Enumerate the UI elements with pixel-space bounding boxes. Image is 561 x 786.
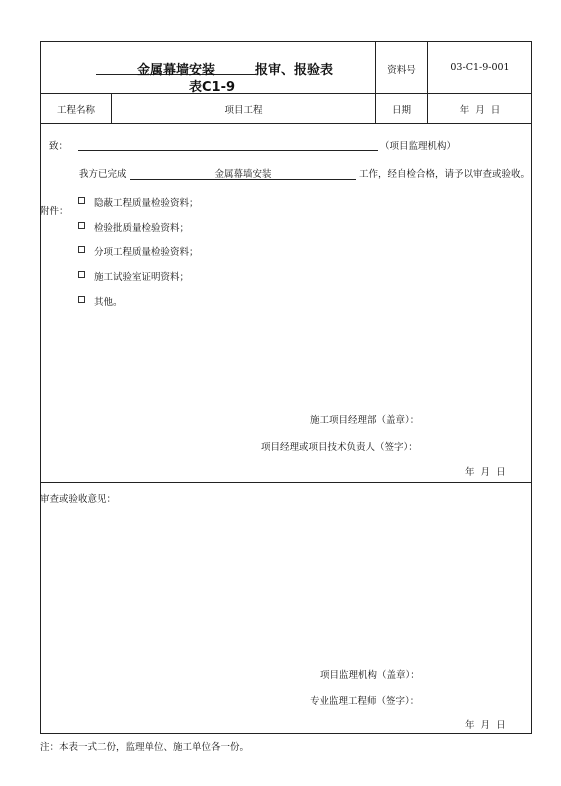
supervisor-date: 年 月 日 xyxy=(465,720,506,731)
section-divider xyxy=(41,482,531,483)
date-label: 日期 xyxy=(391,105,411,116)
attachment-label-1: 隐蔽工程质量检验资料； xyxy=(94,198,199,209)
attachment-label-2: 检验批质量检验资料； xyxy=(94,223,190,234)
contractor-person: 项目经理或项目技术负责人（签字）： xyxy=(261,442,418,453)
attachment-checkbox-1[interactable] xyxy=(78,197,85,204)
project-name-value: 项目工程 xyxy=(224,105,263,116)
title-suffix: 报审、报验表 xyxy=(255,63,334,78)
to-underline xyxy=(78,150,378,151)
to-suffix: （项目监理机构） xyxy=(380,141,457,152)
supervisor-org: 项目监理机构（盖章）： xyxy=(320,670,420,681)
attachment-checkbox-4[interactable] xyxy=(78,271,85,278)
opinion-label: 审查或验收意见： xyxy=(40,494,117,505)
completed-prefix: 我方已完成 xyxy=(79,169,127,180)
project-type: 金属幕墙安装 xyxy=(136,63,215,78)
completed-suffix: 工作，经自检合格，请予以审查或验收。 xyxy=(359,169,531,180)
doc-no-label: 资料号 xyxy=(387,65,416,76)
attachment-label-3: 分项工程质量检验资料； xyxy=(94,247,199,258)
info-row-divider xyxy=(41,123,531,124)
contractor-dept: 施工项目经理部（盖章）： xyxy=(310,415,420,426)
report-inspection-form xyxy=(40,41,532,734)
doc-no-value: 03-C1-9-001 xyxy=(450,62,510,73)
to-label: 致： xyxy=(49,141,69,152)
footer-note: 注：本表一式二份，监理单位、施工单位各一份。 xyxy=(40,742,250,753)
form-code: 表C1-9 xyxy=(189,80,236,95)
attachment-checkbox-3[interactable] xyxy=(78,246,85,253)
date-value: 年 月 日 xyxy=(459,105,501,116)
completed-item: 金属幕墙安装 xyxy=(214,169,272,180)
attachment-checkbox-5[interactable] xyxy=(78,296,85,303)
attachments-label: 附件： xyxy=(40,206,69,217)
supervisor-engineer: 专业监理工程师（签字）： xyxy=(310,696,420,707)
contractor-date: 年 月 日 xyxy=(465,467,506,478)
attachment-label-4: 施工试验室证明资料； xyxy=(94,272,190,283)
attachment-checkbox-2[interactable] xyxy=(78,222,85,229)
header-divider xyxy=(41,93,531,94)
project-name-label: 工程名称 xyxy=(56,105,95,116)
attachment-label-5: 其他。 xyxy=(94,297,123,308)
